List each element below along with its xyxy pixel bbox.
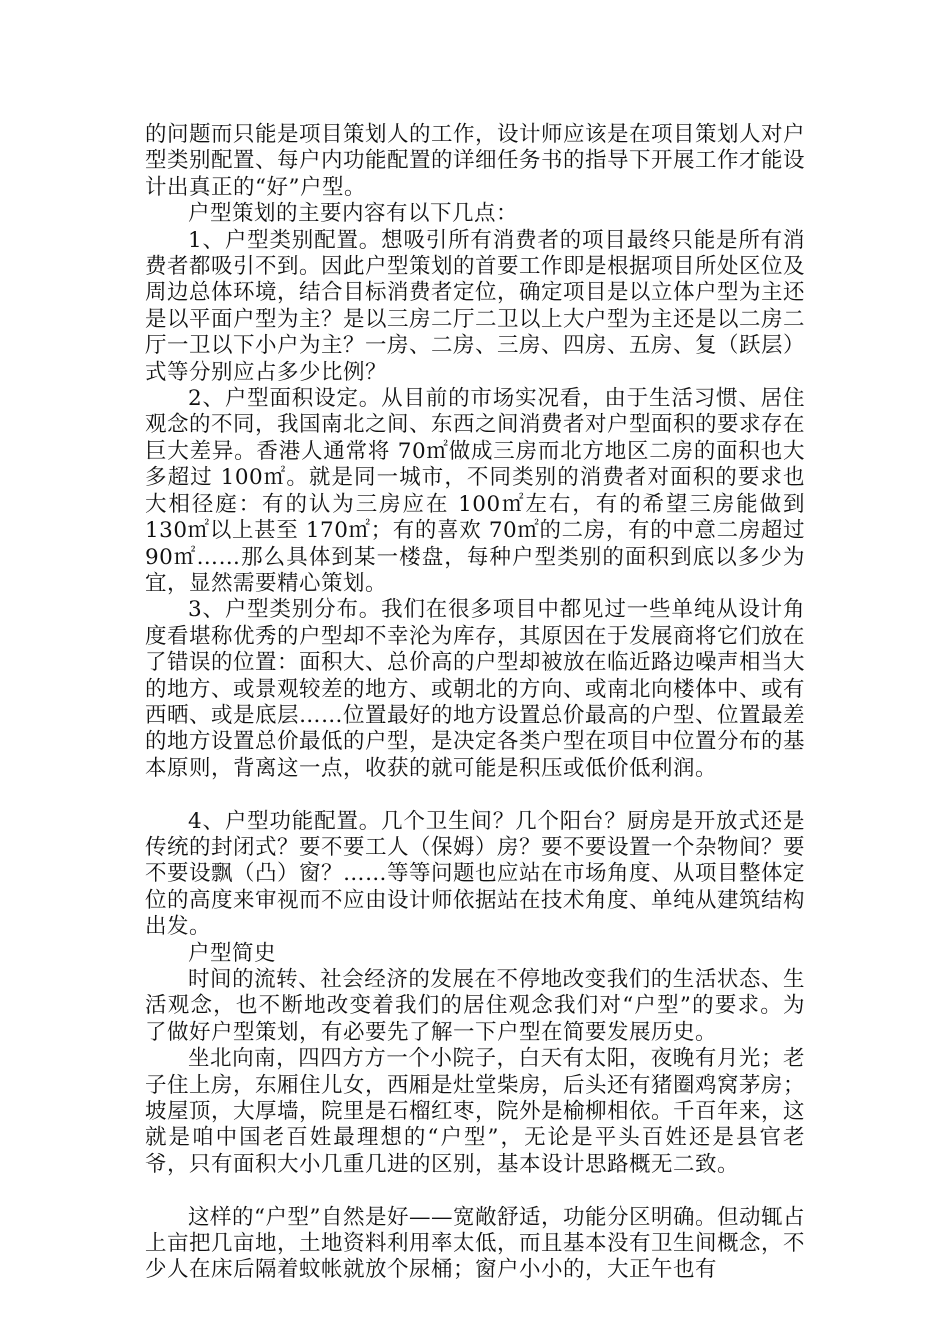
paragraph-courtyard-critique: 这样的“户型”自然是好——宽敞舒适，功能分区明确。但动辄占上亩把几亩地，土地资料利用率太低，而且基本没有卫生间概念，不少人在床后隔着蚊帐就放个尿桶；窗户小小的，大正午也有 [145,1204,806,1283]
paragraph-point-3: 3、户型类别分布。我们在很多项目中都见过一些单纯从设计角度看堪称优秀的户型却不幸沦为库存，其原因在于发展商将它们放在了错误的位置：面积大、总价高的户型却被放在临近路边噪声相当大的地方、或景观较差的地方、或朝北的方向、或南北向楼体中、或有西晒、或是底层……位置最好的地方设置总价最高的户型、位置最差的地方设置总价最低的户型，是决定各类户型在项目中位置分布的基本原则，背离这一点，收获的就可能是积压或低价低利润。 [145,597,806,781]
section-heading-history: 户型简史 [188,940,277,966]
paragraph-intro-continuation: 的问题而只能是项目策划人的工作，设计师应该是在项目策划人对户型类别配置、每户内功能配置的详细任务书的指导下开展工作才能设计出真正的“好”户型。 [145,122,806,200]
paragraph-point-4: 4、户型功能配置。几个卫生间？几个阳台？厨房是开放式还是传统的封闭式？要不要工人（保姆）房？要不要设置一个杂物间？要不要设飘（凸）窗？……等等问题也应站在市场角度、从项目整体定位的高度来审视而不应由设计师依据站在技术角度、单纯从建筑结构出发。 [145,808,806,940]
document-page [145,122,813,1284]
blank-line [145,782,805,808]
paragraph-courtyard: 坐北向南，四四方方一个小院子，白天有太阳，夜晚有月光；老子住上房，东厢住儿女，西厢是灶堂柴房，后头还有猪圈鸡窝茅房；坡屋顶，大厚墙，院里是石榴红枣，院外是榆柳相依。千百年来，这就是咱中国老百姓最理想的“户型”，无论是平头百姓还是县官老爷，只有面积大小几重几进的区别，基本设计思路概无二致。 [145,1046,806,1177]
paragraph-planning-overview: 户型策划的主要内容有以下几点： [188,201,519,227]
blank-line [145,1178,805,1204]
paragraph-history-intro: 时间的流转、社会经济的发展在不停地改变我们的生活状态、生活观念，也不断地改变着我们的居住观念我们对“户型”的要求。为了做好户型策划，有必要先了解一下户型在简要发展历史。 [145,966,805,1045]
paragraph-point-2: 2、户型面积设定。从目前的市场实况看，由于生活习惯、居住观念的不同，我国南北之间、东西之间消费者对户型面积的要求存在巨大差异。香港人通常将 70㎡做成三房而北方地区二房的面积也大多超过 100㎡。就是同一城市，不同类别的消费者对面积的要求也大相径庭：有的认为三房应在 100㎡左右，有的希望三房能做到 130㎡以上甚至 170㎡；有的喜欢 70㎡的二房，有的中意二房超过 90㎡……那么具体到某一楼盘，每种户型类别的面积到底以多少为宜，显然需要精心策划。 [145,386,813,596]
paragraph-point-1: 1、户型类别配置。想吸引所有消费者的项目最终只能是所有消费者都吸引不到。因此户型策划的首要工作即是根据项目所处区位及周边总体环境，结合目标消费者定位，确定项目是以立体户型为主还是以平面户型为主？是以三房二厅二卫以上大户型为主还是以二房二厅一卫以下小户为主？一房、二房、三房、四房、五房、复（跃层）式等分别应占多少比例？ [145,227,806,385]
